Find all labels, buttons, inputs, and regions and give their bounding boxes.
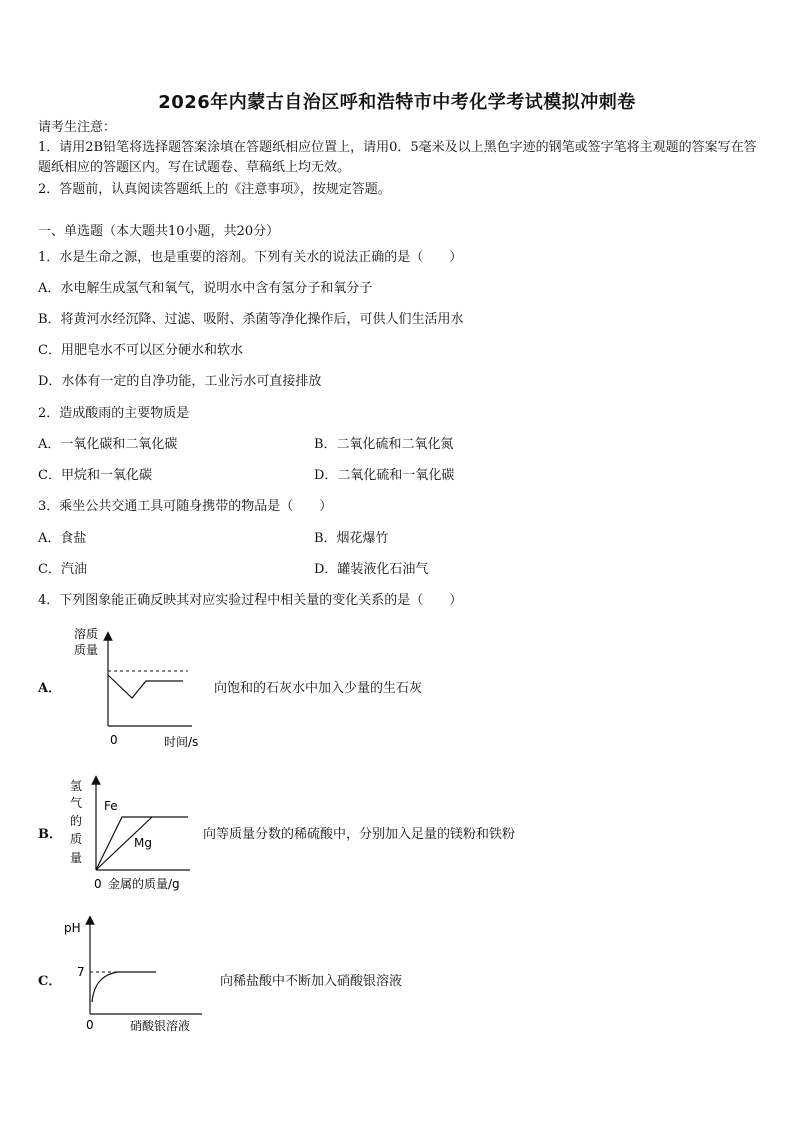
q4-a-xlabel: 时间/s: [164, 735, 199, 749]
q2-option-a: A．一氧化碳和二氧化碳: [38, 437, 178, 452]
q4-a-origin: 0: [110, 733, 118, 747]
q4-option-b-label: B．: [38, 827, 62, 842]
section-heading: 一、单选题（本大题共10小题，共20分）: [38, 224, 280, 239]
q4-stem: 4．下列图象能正确反映其对应实验过程中相关量的变化关系的是（ ）: [38, 593, 463, 608]
q4-c-xlabel: 硝酸银溶液: [130, 1019, 191, 1033]
q3-option-a: A．食盐: [38, 531, 87, 546]
q2-stem: 2．造成酸雨的主要物质是: [38, 406, 190, 421]
q4-option-a-desc: 向饱和的石灰水中加入少量的生石灰: [214, 681, 423, 696]
q1-option-b: B．将黄河水经沉降、过滤、吸附、杀菌等净化操作后，可供人们生活用水: [38, 312, 464, 327]
q4-a-ylabel-2: 质量: [74, 643, 99, 657]
q4-c-origin: 0: [86, 1018, 94, 1032]
q4-c-ylabel: pH: [64, 921, 81, 935]
q3-option-b: B．烟花爆竹: [314, 531, 389, 546]
q2-option-d: D．二氧化硫和一氧化碳: [314, 468, 455, 483]
q4-option-a-graph: [60, 622, 220, 750]
q4-c-tick-7: 7: [77, 965, 85, 979]
q1-stem: 1．水是生命之源，也是重要的溶剂。下列有关水的说法正确的是（ ）: [38, 250, 463, 265]
q4-option-b-graph: [66, 774, 196, 896]
q4-b-mg-label: Mg: [134, 836, 152, 850]
q4-b-ylabel-5: 量: [70, 851, 83, 865]
q1-option-a: A．水电解生成氢气和氧气，说明水中含有氢分子和氧分子: [38, 281, 373, 296]
q3-option-d: D．罐装液化石油气: [314, 562, 429, 577]
q4-option-c-graph: [60, 916, 220, 1038]
q4-b-ylabel-3: 的: [70, 814, 83, 828]
q4-a-curve: [108, 675, 183, 698]
notice-item-2: 2．答题前，认真阅读答题纸上的《注意事项》，按规定答题。: [38, 182, 391, 197]
q4-option-b-desc: 向等质量分数的稀硫酸中，分别加入足量的镁粉和铁粉: [203, 827, 516, 842]
q4-a-ylabel-1: 溶质: [74, 627, 99, 641]
q3-option-c: C．汽油: [38, 562, 87, 577]
q4-b-origin: 0: [94, 877, 102, 891]
q4-b-xlabel: 金属的质量/g: [108, 877, 180, 891]
q4-b-fe-label: Fe: [104, 799, 118, 813]
q4-option-a-label: A．: [38, 681, 62, 696]
q4-b-ylabel-1: 氢: [70, 779, 83, 793]
q4-option-c-label: C．: [38, 974, 62, 989]
q1-option-c: C．用肥皂水不可以区分硬水和软水: [38, 343, 243, 358]
notice-item-1: 1．请用2B铅笔将选择题答案涂填在答题纸相应位置上，请用0．5毫米及以上黑色字迹的钢笔或签字笔将主观题的答案写在答题纸相应的答题区内。写在试题卷、草稿纸上均无效。: [38, 140, 757, 175]
q2-option-b: B．二氧化硫和二氧化氮: [314, 437, 454, 452]
q2-option-c: C．甲烷和一氧化碳: [38, 468, 152, 483]
q4-b-ylabel-2: 气: [70, 796, 83, 810]
q4-b-ylabel-4: 质: [70, 832, 83, 846]
q3-stem: 3．乘坐公共交通工具可随身携带的物品是（ ）: [38, 499, 333, 514]
page-title: 2026年内蒙古自治区呼和浩特市中考化学考试模拟冲刺卷: [158, 92, 636, 113]
q4-option-c-desc: 向稀盐酸中不断加入硝酸银溶液: [220, 974, 403, 989]
q4-c-curve: [92, 972, 156, 1002]
notice-heading: 请考生注意：: [38, 120, 117, 135]
q1-option-d: D．水体有一定的自净功能，工业污水可直接排放: [38, 374, 322, 389]
